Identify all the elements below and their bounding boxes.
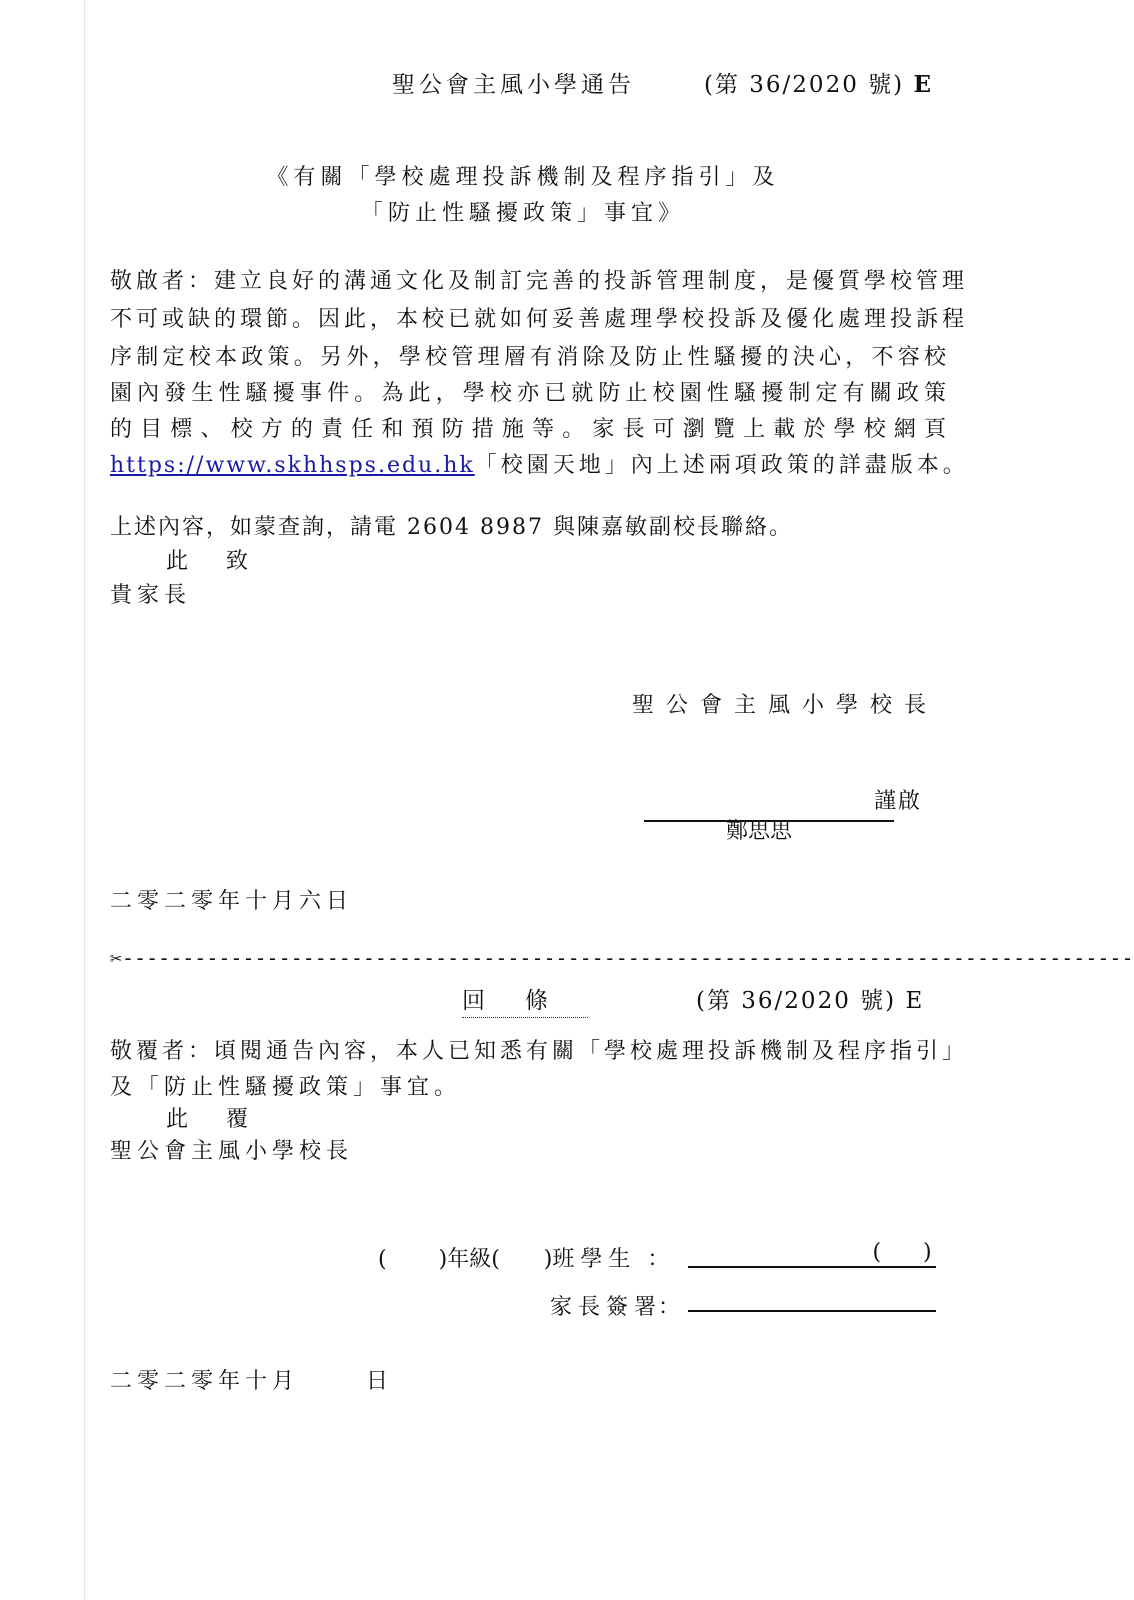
grade-close-paren: ) bbox=[438, 1247, 448, 1272]
addressee: 貴家長 bbox=[110, 583, 192, 608]
body-line-5: 的目標、校方的責任和預防措施等。家長可瀏覽上載於學校網頁 bbox=[110, 417, 950, 442]
reply-number-group bbox=[696, 982, 924, 1015]
page-edge bbox=[84, 0, 85, 1600]
grade-label: 年級 bbox=[447, 1247, 492, 1272]
signature-name: 鄭思思 bbox=[726, 819, 793, 844]
reply-title: 回條 bbox=[462, 988, 588, 1018]
salutation-zhi: 致 bbox=[226, 549, 249, 574]
subject-line-1: 《有關「學校處理投訴機制及程序指引」及 bbox=[266, 165, 780, 190]
parent-sign-field[interactable] bbox=[688, 1284, 936, 1312]
contact-paragraph: 上述內容，如蒙查詢，請電 2604 8987 與陳嘉敏副校長聯絡。 bbox=[110, 515, 793, 540]
notice-title: 聖公會主風小學通告 bbox=[392, 72, 635, 98]
scissors-icon: ✂ bbox=[110, 946, 123, 970]
signature-closing: 謹啟 bbox=[874, 789, 923, 814]
body-line-6 bbox=[110, 448, 969, 479]
subject-line-2: 「防止性騷擾政策」事宜》 bbox=[360, 201, 685, 226]
notice-number-group bbox=[704, 66, 933, 99]
reply-date: 二零二零年十月 bbox=[110, 1369, 300, 1394]
class-label: 班學生 bbox=[552, 1247, 637, 1272]
reply-text-line-2: 及「防止性騷擾政策」事宜。 bbox=[110, 1075, 462, 1100]
body-line-1: 敬啟者：建立良好的溝通文化及制訂完善的投訴管理制度，是優質學校管理 bbox=[110, 269, 969, 294]
reply-salutation-ci: 此 bbox=[166, 1107, 189, 1132]
reply-heading bbox=[462, 982, 925, 1015]
reply-salutation-fu: 覆 bbox=[226, 1107, 249, 1132]
notice-date: 二零二零年十月六日 bbox=[110, 889, 354, 914]
reply-addressee: 聖公會主風小學校長 bbox=[110, 1139, 354, 1164]
parent-sign-label: 家長簽署 bbox=[550, 1295, 663, 1320]
grade-open-paren: ( bbox=[378, 1247, 387, 1272]
parent-sign-colon: ： bbox=[658, 1295, 681, 1320]
reply-code: E bbox=[905, 988, 925, 1014]
notice-code: E bbox=[913, 71, 933, 98]
body-line-4: 園內發生性騷擾事件。為此，學校亦已就防止校園性騷擾制定有關政策 bbox=[110, 381, 950, 406]
cut-line bbox=[110, 946, 1134, 970]
student-name-field[interactable] bbox=[688, 1240, 868, 1268]
student-name-field-group bbox=[688, 1240, 936, 1268]
body-line-3: 序制定校本政策。另外，學校管理層有消除及防止性騷擾的決心，不容校 bbox=[110, 345, 950, 370]
school-website-link[interactable]: https://www.skhhsps.edu.hk bbox=[110, 453, 475, 478]
dashed-separator: ------------------------------------------------------------------------------------ bbox=[122, 946, 1134, 970]
body-line-2: 不可或缺的環節。因此，本校已就如何妥善處理學校投訴及優化處理投訴程 bbox=[110, 307, 969, 332]
signature-org: 聖公會主風小學校長 bbox=[632, 693, 939, 718]
student-colon: ： bbox=[647, 1247, 670, 1272]
notice-number: (第 36/2020 號) bbox=[704, 72, 905, 98]
student-info-row: ( )年級( )班學生 ： bbox=[378, 1247, 670, 1272]
parent-sign-field-group bbox=[688, 1284, 936, 1312]
reply-day-suffix: 日 bbox=[366, 1369, 389, 1394]
body-line-6-rest: 「校園天地」內上述兩項政策的詳盡版本。 bbox=[474, 453, 969, 478]
reply-text-line-1: 敬覆者：頃閱通告內容，本人已知悉有關「學校處理投訴機制及程序指引」 bbox=[110, 1039, 969, 1064]
class-number-field[interactable]: ( ) bbox=[868, 1240, 936, 1268]
reply-number: (第 36/2020 號) bbox=[696, 988, 897, 1014]
salutation-ci: 此 bbox=[166, 549, 189, 574]
notice-heading bbox=[392, 66, 933, 99]
